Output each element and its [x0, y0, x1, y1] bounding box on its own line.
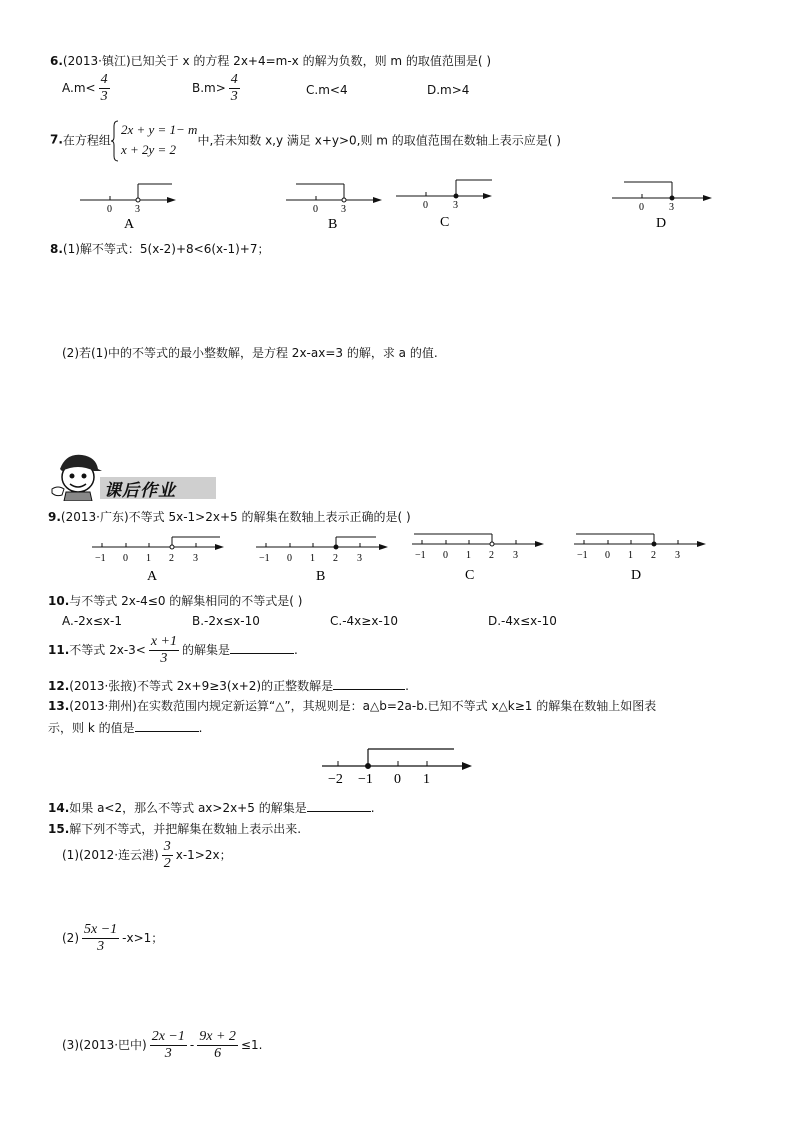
q7-stem	[50, 120, 561, 160]
q10-stem: 10.与不等式 2x-4≤0 的解集相同的不等式是( )	[48, 594, 303, 608]
q11-stem: 11.不等式 2x-3< $\frac{x +1}{3}$ 的解集是 .	[48, 634, 298, 666]
q9-d-tick: 2	[651, 550, 656, 561]
q9-figure-a	[90, 535, 230, 585]
q6-option-a-fraction: $\frac{4}{3}$	[100, 72, 108, 104]
q14-answer-blank[interactable]	[307, 799, 371, 812]
q10-option-b: B.-2x≤x-10	[192, 614, 260, 628]
q7-b-label: B	[328, 217, 338, 232]
q9-stem: 9.(2013·广东)不等式 5x-1>2x+5 的解集在数轴上表示正确的是( )	[48, 510, 411, 524]
q7-figure-b	[284, 180, 388, 232]
q12-number: 12.	[48, 679, 70, 693]
q7-d-tick-0: 0	[639, 202, 644, 213]
arrow-icon	[373, 197, 382, 203]
q8-part2: (2)若(1)中的不等式的最小整数解，是方程 2x-ax=3 的解，求 a 的值.	[62, 346, 438, 360]
q12-answer-blank[interactable]	[333, 677, 405, 690]
q10-option-d: D.-4x≤x-10	[488, 614, 557, 628]
q9-d-tick: 0	[605, 550, 610, 561]
filled-circle-icon	[652, 542, 656, 546]
q9-number: 9.	[48, 510, 61, 524]
q10-option-a: A.-2x≤x-1	[62, 614, 122, 628]
q9-b-tick: −1	[259, 553, 270, 564]
q7-b-tick-3: 3	[341, 204, 346, 215]
q15-number: 15.	[48, 822, 70, 836]
q9-c-tick: 0	[443, 550, 448, 561]
q15-p3-fraction-1: $\frac{2x -1}{3}$	[151, 1029, 185, 1061]
q9-d-label: D	[631, 568, 642, 583]
cartoon-student-icon	[48, 449, 108, 501]
q12-stem: 12.(2013·张掖)不等式 2x+9≥3(x+2)的正整数解是 .	[48, 679, 409, 693]
q9-b-label: B	[316, 569, 326, 584]
q14-number: 14.	[48, 801, 70, 815]
q15-part3: (3)(2013·巴中) $\frac{2x -1}{3}$ - $\frac{9x + 2}{6}$ ≤1.	[62, 1029, 263, 1061]
q7-number: 7.	[50, 132, 63, 147]
q15-part1: (1)(2012·连云港) $\frac{3}{2}$ x-1>2x；	[62, 839, 232, 871]
filled-circle-icon	[670, 196, 674, 200]
q9-b-tick: 1	[310, 553, 315, 564]
q6-stem	[50, 52, 491, 69]
open-circle-icon	[342, 198, 346, 202]
q9-a-tick: 0	[123, 553, 128, 564]
q6-option-b	[192, 72, 243, 105]
q9-figure-c	[410, 532, 550, 584]
q15-part2: (2) $\frac{5x -1}{3}$ -x>1；	[62, 922, 164, 954]
arrow-icon	[697, 541, 706, 547]
q11-answer-blank[interactable]	[230, 641, 294, 654]
q6-option-d: D.m>4	[427, 83, 470, 97]
q15-p1-fraction: $\frac{3}{2}$	[163, 839, 171, 871]
q14-stem: 14.如果 a<2，那么不等式 ax>2x+5 的解集是 .	[48, 801, 375, 815]
filled-circle-icon	[366, 764, 371, 769]
q9-d-tick: −1	[577, 550, 588, 561]
q9-a-tick: 1	[146, 553, 151, 564]
q7-c-tick-0: 0	[423, 200, 428, 211]
q8-number: 8.	[50, 242, 63, 256]
q15-stem: 15.解下列不等式，并把解集在数轴上表示出来.	[48, 822, 302, 836]
q7-lead: 在方程组	[62, 133, 111, 148]
q7-d-tick-3: 3	[669, 202, 674, 213]
q6-option-b-label: B.m>	[192, 81, 226, 95]
q11-fraction: $\frac{x +1}{3}$	[150, 634, 178, 666]
q7-b-tick-0: 0	[313, 204, 318, 215]
q7-c-tick-3: 3	[453, 200, 458, 211]
q6-option-b-fraction: $\frac{4}{3}$	[230, 72, 238, 104]
arrow-icon	[535, 541, 544, 547]
q13-line1: 13.(2013·荆州)在实数范围内规定新运算“△”，其规则是：a△b=2a-b.已知不等式 x△k≥1 的解集在数轴上如图表	[48, 699, 657, 713]
q13-line2: 示，则 k 的值是 .	[48, 721, 203, 735]
q9-d-tick: 1	[628, 550, 633, 561]
open-circle-icon	[170, 545, 174, 549]
q10-number: 10.	[48, 594, 70, 608]
q7-figure-c	[394, 176, 498, 228]
q7-figure-a	[78, 180, 182, 232]
q9-figure-d	[572, 532, 712, 584]
q9-c-tick: 2	[489, 550, 494, 561]
arrow-icon	[483, 193, 492, 199]
q6-option-a	[62, 72, 113, 105]
q13-figure	[318, 744, 478, 788]
q7-a-tick-0: 0	[107, 204, 112, 215]
q7-d-label: D	[656, 216, 667, 230]
q9-a-tick: −1	[95, 553, 106, 564]
q7-equation-2: x + 2y = 2	[120, 142, 177, 157]
q13-number: 13.	[48, 699, 70, 713]
q6-text: (2013·镇江)已知关于 x 的方程 2x+4=m-x 的解为负数，则 m 的取值范围是( )	[62, 54, 492, 68]
q7-tail: 中,若未知数 x,y 满足 x+y>0,则 m 的取值范围在数轴上表示应是( )	[197, 133, 561, 148]
q9-b-tick: 3	[357, 553, 362, 564]
q9-a-tick: 3	[193, 553, 198, 564]
q15-p2-fraction: $\frac{5x -1}{3}$	[84, 922, 118, 954]
q9-c-label: C	[465, 568, 475, 583]
section-banner	[48, 449, 218, 501]
q8-part1: 8.(1)解不等式：5(x-2)+8<6(x-1)+7；	[50, 242, 270, 256]
q9-a-label: A	[147, 569, 158, 584]
open-circle-icon	[490, 542, 494, 546]
q7-figure-d	[610, 178, 718, 230]
q9-c-tick: 3	[513, 550, 518, 561]
arrow-icon	[167, 197, 176, 203]
q7-equation-system	[111, 120, 198, 160]
q9-c-tick: 1	[466, 550, 471, 561]
q6-number: 6.	[50, 54, 63, 68]
q13-tick: 0	[394, 772, 401, 787]
q7-a-label: A	[124, 217, 135, 232]
q9-a-tick: 2	[169, 553, 174, 564]
filled-circle-icon	[334, 545, 338, 549]
q9-c-tick: −1	[415, 550, 426, 561]
q10-option-c: C.-4x≥x-10	[330, 614, 399, 628]
q13-tick: −1	[358, 772, 373, 787]
q7-equation-1: 2x + y = 1− m	[120, 122, 198, 137]
q7-c-label: C	[440, 215, 450, 228]
arrow-icon	[462, 762, 472, 770]
section-title: 课后作业	[104, 481, 176, 501]
arrow-icon	[215, 544, 224, 550]
q9-b-tick: 2	[333, 553, 338, 564]
q9-d-tick: 3	[675, 550, 680, 561]
arrow-icon	[379, 544, 388, 550]
q9-b-tick: 0	[287, 553, 292, 564]
q13-answer-blank[interactable]	[135, 719, 199, 732]
arrow-icon	[703, 195, 712, 201]
q9-figure-b	[254, 535, 394, 585]
q13-tick: −2	[328, 772, 343, 787]
q11-number: 11.	[48, 643, 70, 657]
q6-option-c: C.m<4	[306, 83, 348, 97]
filled-circle-icon	[454, 194, 458, 198]
q13-tick: 1	[423, 772, 430, 787]
q7-a-tick-3: 3	[135, 204, 140, 215]
q6-option-a-label: A.m<	[62, 81, 96, 95]
brace-icon	[111, 120, 119, 162]
open-circle-icon	[136, 198, 140, 202]
q15-p3-fraction-2: $\frac{9x + 2}{6}$	[199, 1029, 236, 1061]
